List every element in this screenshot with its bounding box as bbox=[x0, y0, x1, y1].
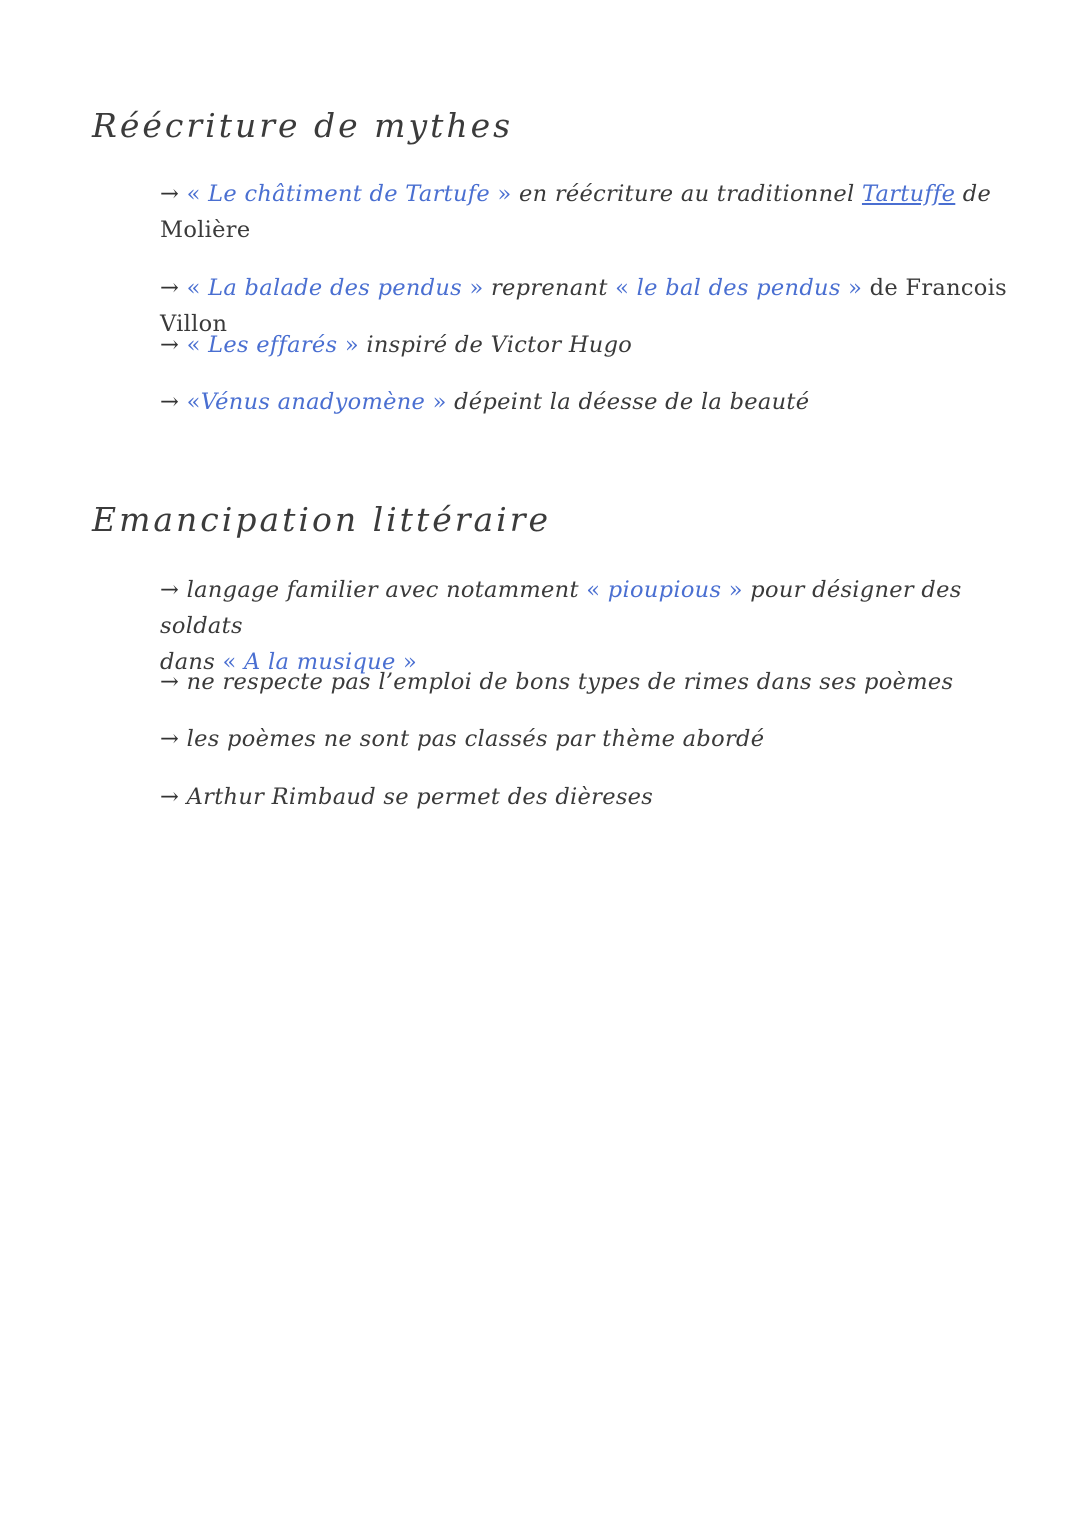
item-text: Arthur Rimbaud se permet des dièreses bbox=[186, 784, 654, 810]
work-title: le bal des pendus bbox=[636, 275, 841, 301]
arrow-right-icon: → bbox=[160, 784, 180, 810]
arrow-right-icon: → bbox=[160, 577, 180, 603]
open-quote: « bbox=[222, 649, 237, 675]
item-text: les poèmes ne sont pas classés par thème abordé bbox=[186, 726, 765, 752]
list-item bbox=[160, 779, 1040, 815]
open-quote: « bbox=[186, 181, 201, 207]
item-text: de bbox=[962, 181, 992, 207]
item-text: dans bbox=[160, 649, 216, 675]
close-quote: » bbox=[728, 577, 743, 603]
arrow-right-icon: → bbox=[160, 389, 180, 415]
item-text: de Francois Villon bbox=[160, 275, 1007, 337]
tartuffe-link[interactable]: Tartuffe bbox=[861, 181, 956, 207]
work-title: Le châtiment de Tartufe bbox=[208, 181, 491, 207]
item-text: reprenant bbox=[491, 275, 608, 301]
work-title: La balade des pendus bbox=[208, 275, 463, 301]
quoted-word: pioupious bbox=[607, 577, 722, 603]
work-title: A la musique bbox=[244, 649, 396, 675]
item-text: pour désigner des soldats bbox=[160, 577, 962, 639]
item-text: Molière bbox=[160, 217, 251, 243]
item-text: langage familier avec notamment bbox=[186, 577, 579, 603]
section-title-reecriture: Réécriture de mythes bbox=[92, 106, 514, 145]
open-quote: « bbox=[186, 332, 201, 358]
list-item bbox=[160, 721, 1040, 757]
item-text: ne respecte pas l’emploi de bons types de rimes dans ses poèmes bbox=[186, 669, 954, 695]
arrow-right-icon: → bbox=[160, 726, 180, 752]
open-quote: « bbox=[586, 577, 601, 603]
close-quote: » bbox=[344, 332, 359, 358]
item-text: inspiré de Victor Hugo bbox=[366, 332, 633, 358]
list-item bbox=[160, 384, 1040, 420]
arrow-right-icon: → bbox=[160, 181, 180, 207]
close-quote: » bbox=[848, 275, 863, 301]
open-quote: « bbox=[186, 275, 201, 301]
item-text: dépeint la déesse de la beauté bbox=[454, 389, 810, 415]
close-quote: » bbox=[469, 275, 484, 301]
arrow-right-icon: → bbox=[160, 275, 180, 301]
close-quote: » bbox=[497, 181, 512, 207]
work-title: Les effarés bbox=[208, 332, 338, 358]
work-title: Vénus anadyomène bbox=[200, 389, 426, 415]
arrow-right-icon: → bbox=[160, 669, 180, 695]
item-text: en réécriture au traditionnel bbox=[519, 181, 855, 207]
open-quote: « bbox=[186, 389, 201, 415]
arrow-right-icon: → bbox=[160, 332, 180, 358]
close-quote: » bbox=[403, 649, 418, 675]
close-quote: » bbox=[432, 389, 447, 415]
list-item bbox=[160, 664, 1040, 700]
open-quote: « bbox=[615, 275, 630, 301]
list-item bbox=[160, 176, 1040, 248]
section-title-emancipation: Emancipation littéraire bbox=[92, 500, 552, 539]
list-item bbox=[160, 327, 1040, 363]
